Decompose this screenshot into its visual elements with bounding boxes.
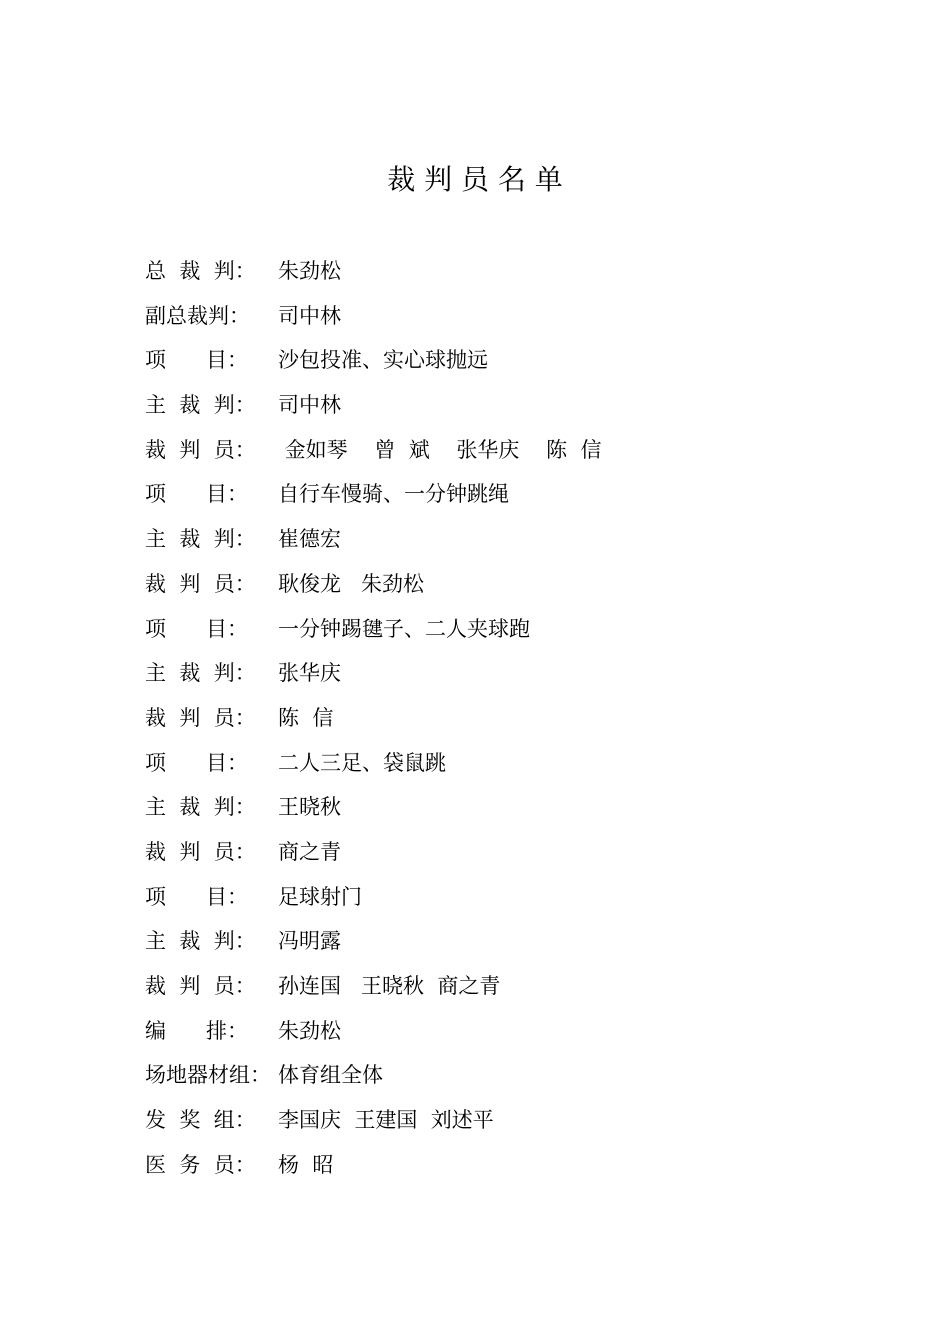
row-label: 总 裁 判： — [145, 259, 256, 283]
list-item — [145, 386, 905, 431]
row-label: 场地器材组： — [145, 1063, 271, 1088]
list-item — [145, 744, 905, 789]
row-value: 朱劲松 — [278, 259, 341, 283]
row-label: 主 裁 判： — [145, 527, 256, 552]
row-label: 项 目： — [145, 750, 249, 775]
list-item — [145, 788, 905, 833]
row-label: 裁 判 员： — [145, 705, 256, 730]
row-value: 二人三足、袋鼠跳 — [278, 750, 446, 775]
row-value: 金如琴 曾 斌 张华庆 陈 信 — [278, 437, 602, 462]
row-label: 项 目： — [145, 482, 249, 507]
row-label: 项 目： — [145, 616, 249, 641]
row-label: 裁 判 员： — [145, 974, 256, 998]
list-item — [145, 699, 905, 744]
row-value: 孙连国 王晓秋 商之青 — [278, 974, 501, 998]
row-label: 裁 判 员： — [145, 571, 256, 596]
row-value: 崔德宏 — [278, 527, 341, 552]
row-value: 朱劲松 — [278, 1018, 341, 1043]
row-value: 商之青 — [278, 839, 341, 864]
referee-list — [145, 252, 905, 1190]
row-value: 张华庆 — [278, 661, 341, 686]
row-value: 足球射门 — [278, 884, 362, 909]
row-value: 一分钟踢毽子、二人夹球跑 — [278, 616, 530, 641]
row-label: 主 裁 判： — [145, 929, 256, 954]
row-value: 李国庆 王建国 刘述平 — [278, 1108, 494, 1133]
row-label: 主 裁 判： — [145, 661, 256, 686]
row-label: 医 务 员： — [145, 1152, 256, 1177]
list-item — [145, 341, 905, 386]
row-label: 主 裁 判： — [145, 795, 256, 820]
list-item — [145, 967, 905, 1012]
list-item — [145, 520, 905, 565]
row-label: 裁 判 员： — [145, 839, 256, 864]
row-value: 杨 昭 — [278, 1152, 334, 1177]
list-item — [145, 878, 905, 923]
row-value: 自行车慢骑、一分钟跳绳 — [278, 482, 509, 507]
row-label: 裁 判 员： — [145, 437, 256, 462]
row-label: 编 排： — [145, 1018, 249, 1043]
row-label: 项 目： — [145, 348, 249, 373]
list-item — [145, 833, 905, 878]
list-item — [145, 1056, 905, 1101]
row-value: 司中林 — [278, 303, 341, 328]
list-item — [145, 431, 905, 476]
list-item — [145, 475, 905, 520]
row-label: 项 目： — [145, 884, 249, 909]
list-item — [145, 1012, 905, 1057]
list-item — [145, 565, 905, 610]
row-value: 司中林 — [278, 393, 341, 418]
row-label: 主 裁 判： — [145, 393, 256, 418]
row-label: 副总裁判： — [145, 303, 250, 328]
list-item — [145, 1146, 905, 1191]
list-item — [145, 610, 905, 655]
list-item — [145, 922, 905, 967]
list-item — [145, 654, 905, 699]
row-value: 王晓秋 — [278, 795, 341, 820]
row-value: 沙包投准、实心球抛远 — [278, 348, 488, 373]
row-value: 陈 信 — [278, 705, 334, 730]
list-item — [145, 297, 905, 342]
list-item — [145, 252, 905, 297]
row-value: 冯明露 — [278, 929, 341, 954]
row-value: 耿俊龙 朱劲松 — [278, 571, 425, 596]
row-value: 体育组全体 — [278, 1063, 383, 1088]
list-item — [145, 1101, 905, 1146]
row-label: 发 奖 组： — [145, 1108, 256, 1133]
page-title: 裁 判 员 名 单 — [387, 163, 563, 196]
